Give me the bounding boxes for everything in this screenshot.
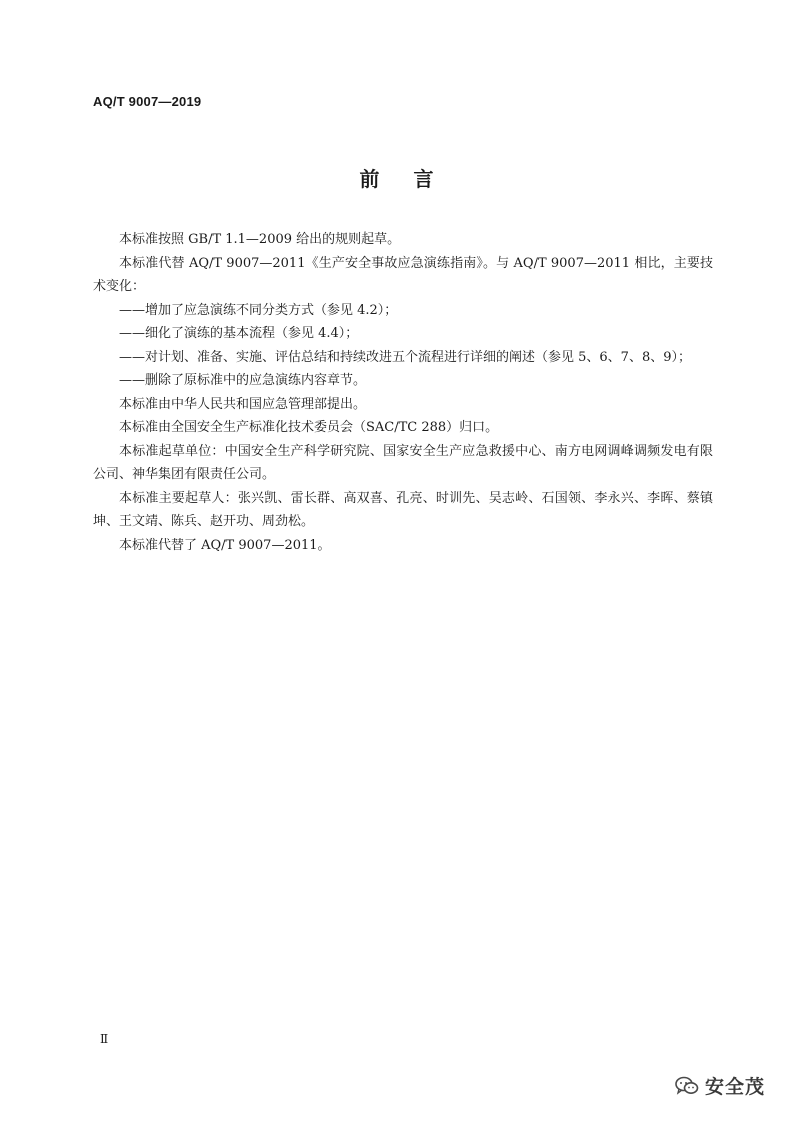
paragraph-proposed-by: 本标准由中华人民共和国应急管理部提出。: [119, 396, 367, 412]
paragraph-replaces: 本标准代替 AQ/T 9007—2011《生产安全事故应急演练指南》。与 AQ/T 9007—2011 相比，主要技术变化：: [93, 255, 713, 294]
change-item-process: ——细化了演练的基本流程（参见 4.4）；: [119, 326, 359, 341]
change-item-five-processes: ——对计划、准备、实施、评估总结和持续改进五个流程进行详细的阐述（参见 5、6、7、8、9）；: [119, 349, 691, 365]
paragraph-drafting-rules: 本标准按照 GB/T 1.1—2009 给出的规则起草。: [119, 232, 401, 247]
change-item-classification: ——增加了应急演练不同分类方式（参见 4.2）；: [119, 302, 398, 318]
paragraph-replaced-version: 本标准代替了 AQ/T 9007—2011。: [119, 537, 331, 553]
paragraph-drafters: 本标准主要起草人：张兴凯、雷长群、高双喜、孔亮、时训先、吴志岭、石国领、李永兴、李晖、蔡镇坤、王文靖、陈兵、赵开功、周劲松。: [93, 490, 713, 529]
paragraph-drafting-units: 本标准起草单位：中国安全生产科学研究院、国家安全生产应急救援中心、南方电网调峰调频发电有限公司、神华集团有限责任公司。: [93, 443, 713, 482]
page-number: Ⅱ: [100, 1032, 108, 1046]
paragraph-centralized-by: 本标准由全国安全生产标准化技术委员会（SAC/TC 288）归口。: [119, 420, 499, 435]
watermark: [675, 1072, 765, 1099]
standard-code: AQ/T 9007—2019: [93, 94, 202, 109]
watermark-text: 安全茂: [704, 1076, 765, 1098]
change-item-deleted-chapter: ——删除了原标准中的应急演练内容章节。: [119, 373, 367, 388]
wechat-icon: [675, 1076, 699, 1096]
page-title: 前言: [359, 167, 468, 191]
foreword-body: [93, 228, 713, 557]
